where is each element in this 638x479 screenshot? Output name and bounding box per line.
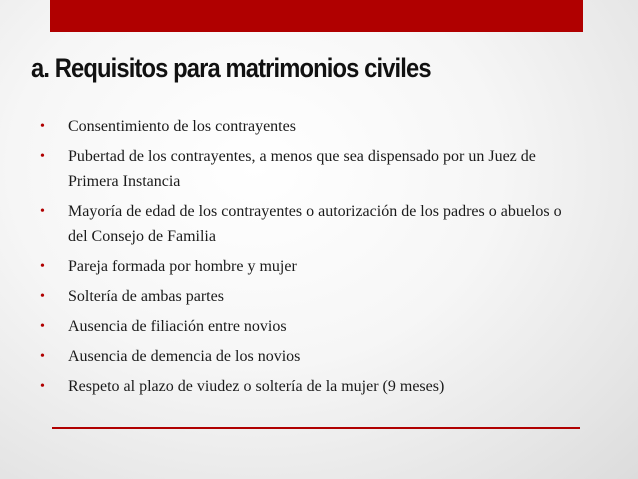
list-item	[36, 114, 576, 139]
list-item-text: Ausencia de demencia de los novios	[68, 348, 301, 365]
bullet-icon: •	[40, 119, 45, 134]
bullet-icon: •	[40, 379, 45, 394]
list-item-text: Mayoría de edad de los contrayentes o autorización de los padres o abuelos o del Consejo de Familia	[68, 203, 562, 245]
list-item	[36, 144, 576, 194]
bullet-icon: •	[40, 259, 45, 274]
top-accent-bar	[50, 0, 583, 32]
list-item-text: Pubertad de los contrayentes, a menos que sea dispensado por un Juez de Primera Instancia	[68, 148, 536, 190]
list-item-text: Soltería de ambas partes	[68, 288, 224, 305]
list-item	[36, 199, 576, 249]
bullet-list	[36, 114, 576, 404]
list-item-text: Ausencia de filiación entre novios	[68, 318, 287, 335]
bullet-icon: •	[40, 349, 45, 364]
list-item	[36, 374, 576, 399]
list-item	[36, 314, 576, 339]
list-item-text: Respeto al plazo de viudez o soltería de la mujer (9 meses)	[68, 378, 445, 395]
bullet-icon: •	[40, 149, 45, 164]
bullet-icon: •	[40, 289, 45, 304]
list-item-text: Consentimiento de los contrayentes	[68, 118, 296, 135]
list-item-text: Pareja formada por hombre y mujer	[68, 258, 297, 275]
slide-title: a. Requisitos para matrimonios civiles	[31, 53, 431, 83]
bullet-icon: •	[40, 319, 45, 334]
bottom-accent-rule	[52, 427, 580, 429]
list-item	[36, 344, 576, 369]
list-item	[36, 284, 576, 309]
list-item	[36, 254, 576, 279]
bullet-icon: •	[40, 204, 45, 219]
